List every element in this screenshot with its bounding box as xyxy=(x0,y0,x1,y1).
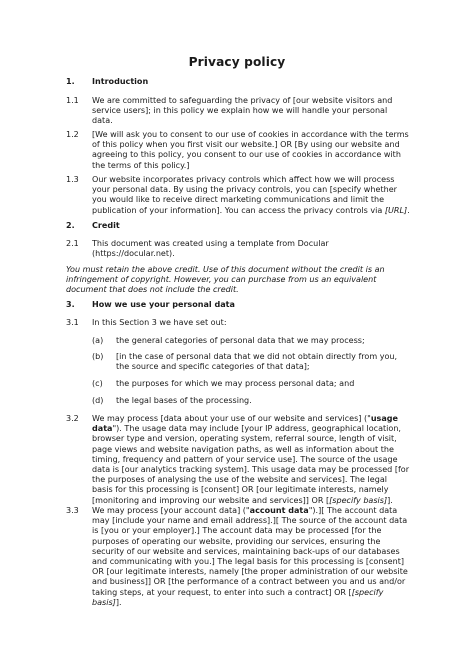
list-item-a-label: (a) xyxy=(92,336,104,345)
clause-3-3-text xyxy=(92,506,414,608)
credit-note xyxy=(66,265,416,296)
list-item-c-label: (c) xyxy=(92,379,103,388)
clause-line: browser type and version, operating system, referral source, length of visit, xyxy=(92,434,397,444)
clause-line: and communicating with you.] The legal basis for this processing is [consent] xyxy=(92,557,404,567)
section-1-heading: Introduction xyxy=(92,77,149,86)
clause-line: basis for this processing is [consent] OR [our legitimate interests, namely xyxy=(92,485,389,495)
clause-line: service users]; in this policy we explain how we will handle your personal xyxy=(92,106,388,116)
clause-1-1-text xyxy=(92,96,414,127)
note-line: infringement of copyright. However, you can purchase from us an equivalent xyxy=(66,275,377,285)
list-item-d-text xyxy=(116,396,414,406)
clause-line: the terms of this policy.] xyxy=(92,160,190,170)
clause-line xyxy=(92,414,414,424)
clause-line: page views and website navigation paths, as well as information about the xyxy=(92,444,394,454)
list-item-line: [in the case of personal data that we did not obtain directly from you, xyxy=(116,352,398,361)
clause-1-1-number: 1.1 xyxy=(66,96,79,105)
clause-line: and business]] OR [the performance of a contract between you and us and/or xyxy=(92,577,406,587)
clause-line xyxy=(92,588,414,598)
clause-3-1-text: In this Section 3 we have set out: xyxy=(92,318,227,327)
clause-line: data. xyxy=(92,116,113,126)
clause-3-2-number: 3.2 xyxy=(66,414,79,423)
clause-3-1-number: 3.1 xyxy=(66,318,79,327)
section-3-number: 3. xyxy=(66,300,75,309)
clause-line-text: "). The usage data may include [your IP address, geographical location, xyxy=(112,424,401,434)
list-item-b-label: (b) xyxy=(92,352,104,361)
clause-line-text: We may process [your account data] (" xyxy=(92,506,250,515)
list-item-d-label: (d) xyxy=(92,396,104,405)
clause-line xyxy=(92,496,414,506)
clause-3-3-number: 3.3 xyxy=(66,506,79,515)
clause-line-end: ]. xyxy=(387,495,393,505)
section-2-heading: Credit xyxy=(92,221,120,230)
clause-line xyxy=(92,206,414,216)
clause-line-end: . xyxy=(407,205,410,215)
clause-line-text: ").][ The account data xyxy=(308,506,398,515)
clause-line: security of our website and services, maintaining back-ups of our databases xyxy=(92,546,400,556)
clause-line: data is [our analytics tracking system]. This usage data may be processed [for xyxy=(92,465,410,475)
clause-line: purposes of operating our website, providing our services, ensuring the xyxy=(92,536,381,546)
clause-1-2-text xyxy=(92,130,414,171)
privacy-controls-url: [URL] xyxy=(384,205,408,215)
note-line: You must retain the above credit. Use of this document without the credit is an xyxy=(66,265,385,274)
clause-line: the purposes of analysing the use of the website and services]. The legal xyxy=(92,475,387,485)
clause-line: agreeing to this policy, you consent to our use of cookies in accordance with xyxy=(92,150,401,160)
clause-line: OR [our legitimate interests, namely [the proper administration of our website xyxy=(92,567,408,577)
list-item-line: the purposes for which we may process personal data; and xyxy=(116,379,355,388)
list-item-b-text xyxy=(116,352,414,372)
clause-line-text: taking steps, at your request, to enter into such a contract] OR [ xyxy=(92,587,352,597)
clause-line: [We will ask you to consent to our use of cookies in accordance with the terms xyxy=(92,130,409,139)
clause-line: We are committed to safeguarding the privacy of [our website visitors and xyxy=(92,96,393,105)
clause-line: your personal data. By using the privacy controls, you can [specify whether xyxy=(92,185,397,195)
list-item-line: the legal bases of the processing. xyxy=(116,396,252,405)
defined-term-usage: usage xyxy=(370,414,398,423)
clause-2-1-text xyxy=(92,239,414,259)
defined-term-account-data: account data xyxy=(249,506,309,515)
section-2-number: 2. xyxy=(66,221,75,230)
clause-line-text: publication of your information]. You can access the privacy controls via xyxy=(92,205,385,215)
list-item-line: the general categories of personal data that we may process; xyxy=(116,336,365,345)
clause-line: you would like to receive direct marketing communications and limit the xyxy=(92,195,385,205)
clause-line xyxy=(92,598,414,608)
clause-1-2-number: 1.2 xyxy=(66,130,79,139)
clause-1-3-text xyxy=(92,175,414,216)
page-title: Privacy policy xyxy=(188,55,286,69)
clause-line: may [include your name and email address].][ The source of the account data xyxy=(92,516,408,526)
clause-line-end: ]. xyxy=(115,597,122,607)
specify-basis-placeholder: [specify basis] xyxy=(329,495,388,505)
defined-term-data: data xyxy=(92,424,113,434)
clause-line: (https://docular.net). xyxy=(92,249,175,259)
clause-line: of this policy when you first visit our website.] OR [By using our website and xyxy=(92,140,400,150)
list-item-line: the source and specific categories of that data]; xyxy=(116,362,310,372)
clause-line-text: We may process [data about your use of our website and services] (" xyxy=(92,414,371,423)
specify-basis-placeholder: [specify xyxy=(351,587,384,597)
clause-line: Our website incorporates privacy controls which affect how we will process xyxy=(92,175,395,184)
clause-line: timing, frequency and pattern of your service use]. The source of the usage xyxy=(92,454,398,464)
clause-line xyxy=(92,506,414,516)
clause-line: This document was created using a template from Docular xyxy=(92,239,329,248)
list-item-a-text xyxy=(116,336,414,346)
clause-line xyxy=(92,424,414,434)
specify-basis-placeholder: basis] xyxy=(92,597,116,607)
clause-line-text: [monitoring and improving our website and services]] OR [ xyxy=(92,495,330,505)
note-line: document that does not include the credit. xyxy=(66,285,239,295)
clause-2-1-number: 2.1 xyxy=(66,239,79,248)
clause-3-2-text xyxy=(92,414,414,506)
clause-line: is [you or your employer].] The account data may be processed [for the xyxy=(92,526,382,536)
section-1-number: 1. xyxy=(66,77,75,86)
clause-1-3-number: 1.3 xyxy=(66,175,79,184)
section-3-heading: How we use your personal data xyxy=(92,300,235,309)
list-item-c-text xyxy=(116,379,414,389)
